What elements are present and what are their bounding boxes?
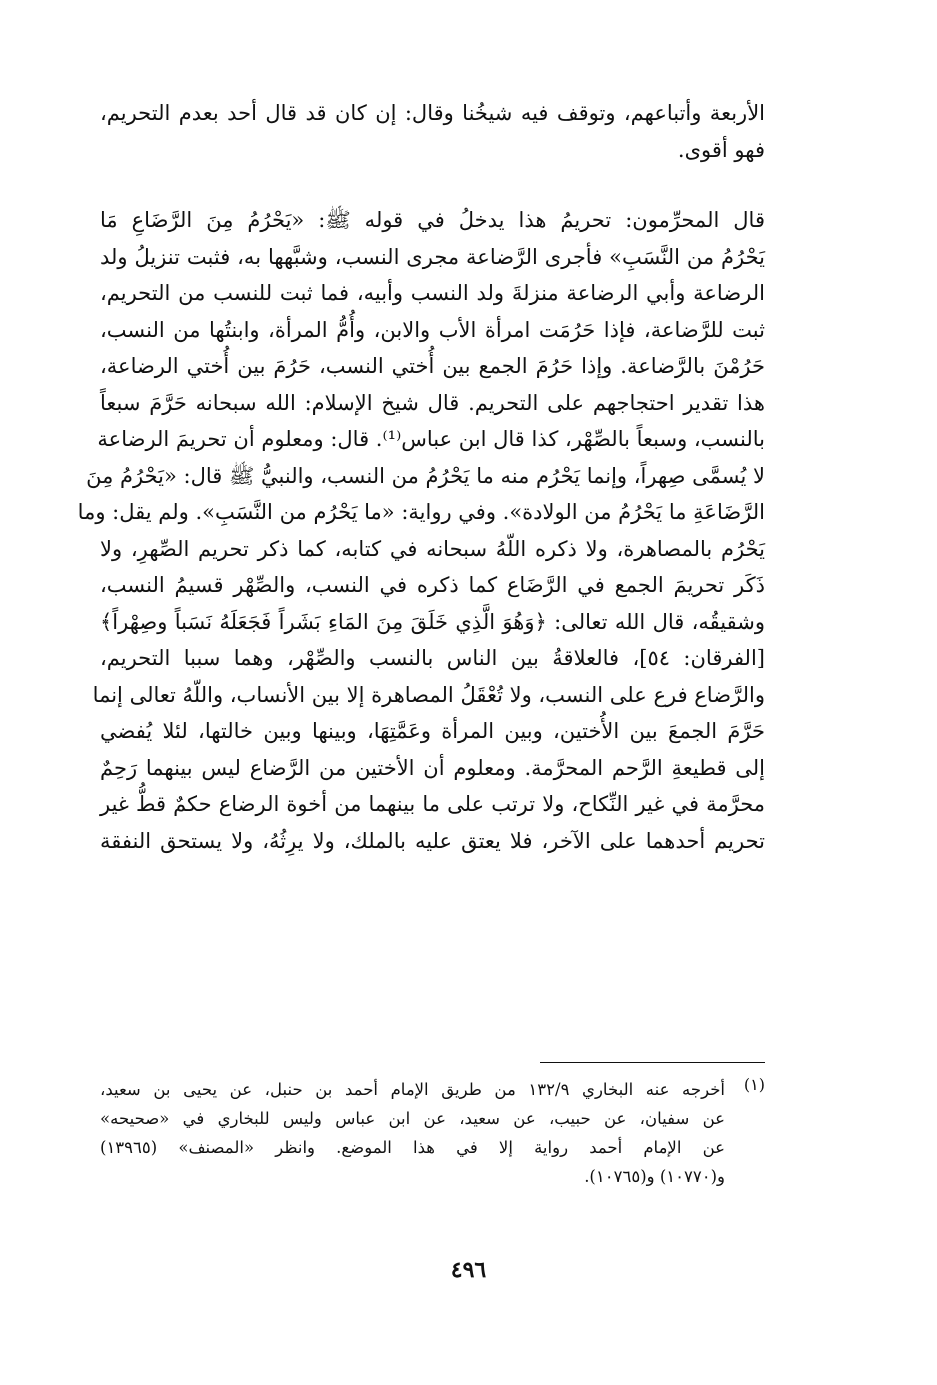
text-line: حَرَّمَ الجمعَ بين الأُختين، وبين المرأة وعَمَّتِهَا، وبينها وبين خالتها، لئلا يُفضي <box>100 719 766 743</box>
text-line: يَحْرُمُ من النَّسَبِ» فأجرى الرَّضاعة مجرى النسب، وشبَّهها به، فثبت تنزيلُ ولد <box>100 244 765 269</box>
page-number: ٤٩٦ <box>450 1257 487 1283</box>
text-line: [الفرقان: ٥٤]، فالعلاقةُ بين الناس بالنسب والصِّهْر، وهما سببا التحريم، <box>100 646 765 670</box>
text-line: ثبت للرَّضاعة، فإذا حَرُمَت امرأة الأب والابن، وأُمُّ المرأة، وابنتُها من النسب، <box>100 317 765 342</box>
text-line: لا يُسمَّى صِهراً، وإنما يَحْرُم منه ما يَحْرُمُ من النسب، والنبيُّ ﷺ قال: «يَحْرُمُ مِنَ <box>86 463 765 488</box>
text-line: الرَّضَاعَةِ ما يَحْرُمُ من الولادة». وفي رواية: «ما يَحْرُم من النَّسَبِ». ولم يقل: وما <box>77 500 765 524</box>
text-line: فهو أقوى. <box>677 137 765 162</box>
paragraph-spacer <box>100 168 765 202</box>
footnote-number: (١) <box>743 1075 765 1094</box>
text-line: إلى قطيعةِ الرَّحم المحرَّمة. ومعلوم أن الأختين من الرَّضاع ليس بينهما رَحِمٌ <box>100 755 765 780</box>
text-line: الرضاعة وأبي الرضاعة منزلةَ ولد النسب وأبيه، فما ثبت للنسب من التحريم، <box>100 281 765 305</box>
footnotes <box>100 1075 765 1191</box>
text-line: محرَّمة في غير النِّكاح، ولا ترتب على ما بينهما من أخوة الرضاع حكمٌ قطُّ غير <box>100 792 765 816</box>
text-line: بالنسب، وسبعاً بالصِّهْر، كذا قال ابن عباس⁽¹⁾. قال: ومعلوم أن تحريمَ الرضاعة <box>97 427 765 451</box>
text-line: قال المحرِّمون: تحريمُ هذا يدخلُ في قوله ﷺ: «يَحْرُمُ مِنَ الرَّضَاعِ مَا <box>100 208 765 232</box>
text-line: ذَكَر تحريمَ الجمع في الرَّضَاع كما ذكره في النسب، والصِّهْر قسيمُ النسب، <box>100 573 765 597</box>
footnote-line: و(١٠٧٧٠) و(١٠٧٦٥). <box>584 1167 725 1186</box>
footnote-separator <box>540 1062 765 1063</box>
text-line: هذا تقدير احتجاجهم على التحريم. قال شيخ الإسلام: الله سبحانه حَرَّمَ سبعاً <box>100 390 765 415</box>
text-line: حَرُمْنَ بالرَّضاعة. وإذا حَرُمَ الجمع بين أُختي النسب، حَرُمَ بين أُختي الرضاعة، <box>100 354 765 378</box>
footnote-line: عن الإمام أحمد رواية إلا في هذا الموضع. وانظر «المصنف» (١٣٩٦٥) <box>100 1138 725 1157</box>
text-line: الأربعة وأتباعهم، وتوقف فيه شيخُنا وقال: إن كان قد قال أحد بعدم التحريم، <box>100 101 765 125</box>
footnote-line: أخرجه عنه البخاري ١٣٢/٩ من طريق الإمام أحمد بن حنبل، عن يحيى بن سعيد، <box>100 1080 725 1099</box>
text-line: وشقيقُه، قال الله تعالى: ﴿وَهُوَ الَّذِي خَلَقَ مِنَ المَاءِ بَشَراً فَجَعَلَهُ نَسَباً وصِهْراً﴾ <box>100 609 765 634</box>
page-body <box>77 95 766 1186</box>
footnote-line: عن سفيان، عن حبيب، عن سعيد، عن ابن عباس وليس للبخاري في «صحيحه» <box>100 1109 725 1128</box>
text-line: يَحْرُم بالمصاهرة، ولا ذكره اللّهُ سبحانه في كتابه، كما ذكر تحريم الصِّهرِ، ولا <box>100 536 765 561</box>
paragraph-2 <box>77 202 766 859</box>
footnote-1 <box>100 1075 765 1191</box>
paragraph-1 <box>100 95 765 168</box>
text-line: والرَّضاع فرع على النسب، ولا تُعْقَلُ المصاهرة إلا بين الأنساب، واللّهُ تعالى إنما <box>92 682 765 707</box>
text-line: تحريم أحدهما على الآخر، فلا يعتق عليه بالملك، ولا يرِثُهُ، ولا يستحق النفقة <box>100 828 765 853</box>
